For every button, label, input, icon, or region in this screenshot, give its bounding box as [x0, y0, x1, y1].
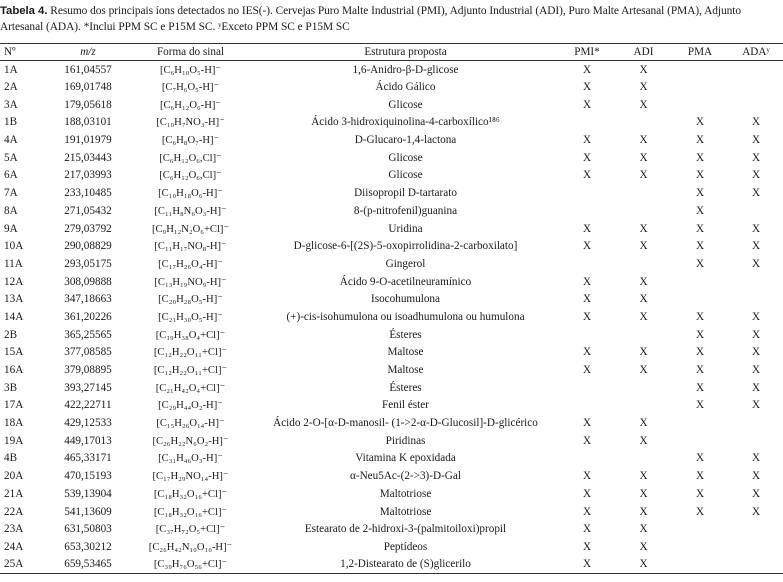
cell-proposed-structure: Ácido 9-O-acetilneuramínico [339, 275, 472, 288]
cell-pma: X [695, 116, 705, 129]
cell-pma: X [695, 134, 705, 147]
cell-pma: X [695, 399, 705, 412]
header-no: Nº [4, 46, 16, 58]
header-mz: m/z [80, 46, 96, 58]
cell-mz: 541,13609 [64, 505, 112, 518]
cell-pma: X [695, 381, 705, 394]
cell-pmi: X [582, 523, 592, 536]
table-row [0, 167, 783, 185]
header-adi: ADI [633, 46, 654, 58]
cell-mz: 539,13904 [64, 487, 112, 500]
cell-number: 2A [4, 81, 18, 94]
cell-ada: X [751, 364, 761, 377]
cell-signal-form: [C₂₉H₄₄O₂-H]⁻ [158, 400, 223, 412]
cell-mz: 217,03993 [64, 169, 112, 182]
cell-proposed-structure: Uridina [388, 222, 423, 235]
cell-pmi: X [582, 222, 592, 235]
cell-mz: 465,33171 [64, 452, 112, 465]
cell-number: 4B [4, 452, 18, 465]
caption-text: Resumo dos principais íons detectados no IES(-). Cervejas Puro Malte Industrial (PMI), Adjunto Industrial (ADI), Puro Malte Artesanal (PMA), Adjunto Artesanal (ADA). *Inclui PPM SC e P15M SC. ʸExceto PPM SC e P15M SC [0, 5, 742, 33]
cell-ada [729, 538, 783, 556]
cell-proposed-structure: 1,6-Anidro-β-D-glicose [352, 63, 459, 76]
cell-signal-form: [C₆H₁₂O₆-H]⁻ [160, 99, 221, 111]
cell-pma: X [695, 505, 705, 518]
cell-number: 11A [4, 257, 23, 270]
cell-number: 14A [4, 310, 24, 323]
cell-pma: X [695, 328, 705, 341]
cell-ada [729, 556, 783, 574]
table-row [0, 255, 783, 273]
cell-proposed-structure: Ácido Gálico [375, 81, 436, 94]
cell-pmi: X [582, 275, 592, 288]
cell-proposed-structure: Peptídeos [383, 540, 428, 553]
cell-signal-form: [C₁₇H₂₉NO₁₄-H]⁻ [152, 471, 229, 483]
cell-mz: 379,08895 [64, 364, 112, 377]
cell-adi: X [639, 505, 648, 518]
header-pmi: PMI* [574, 46, 600, 58]
cell-signal-form: [C₁₃H₁₉NO₉-H]⁻ [154, 276, 227, 288]
cell-number: 17A [4, 399, 24, 412]
cell-pma [671, 78, 729, 96]
cell-signal-form: [C₆H₁₀O₅-H]⁻ [160, 64, 221, 76]
cell-ada: X [751, 505, 761, 518]
cell-mz: 393,27145 [64, 381, 112, 394]
cell-number: 18A [4, 417, 24, 430]
cell-signal-form: [C₁₉H₃₈O₄+Cl]⁻ [155, 329, 226, 341]
cell-pma [671, 520, 729, 538]
cell-proposed-structure: D-Glucaro-1,4-lactona [354, 134, 457, 147]
cell-ada: X [751, 257, 761, 270]
cell-number: 3B [4, 381, 18, 394]
cell-pma: X [695, 169, 705, 182]
cell-proposed-structure: Maltose [387, 364, 424, 377]
cell-ada: X [751, 452, 761, 465]
cell-pmi [558, 184, 616, 202]
cell-ada: X [751, 310, 761, 323]
cell-mz: 429,12533 [64, 417, 112, 430]
cell-ada [729, 273, 783, 291]
table-row [0, 503, 783, 521]
cell-proposed-structure: Glicose [388, 151, 423, 164]
cell-pma: X [695, 204, 705, 217]
cell-proposed-structure: Maltotriose [379, 487, 432, 500]
cell-pmi: X [582, 151, 592, 164]
cell-ada: X [751, 487, 761, 500]
cell-mz: 279,03792 [64, 222, 112, 235]
cell-ada [729, 78, 783, 96]
cell-proposed-structure: Glicose [388, 98, 423, 111]
table-row [0, 467, 783, 485]
cell-mz: 191,01979 [64, 134, 112, 147]
cell-number: 9A [4, 222, 18, 235]
cell-pma [671, 290, 729, 308]
cell-signal-form: [C₁₀H₇NO₃-H]⁻ [156, 117, 225, 129]
cell-mz: 215,03443 [64, 151, 112, 164]
cell-ada: X [751, 187, 761, 200]
table-row [0, 450, 783, 468]
cell-pma [671, 273, 729, 291]
table-row [0, 414, 783, 432]
cell-pmi: X [582, 558, 592, 571]
cell-pmi: X [582, 470, 592, 483]
cell-mz: 271,05432 [64, 204, 112, 217]
cell-number: 20A [4, 470, 24, 483]
cell-signal-form: [C₆H₁₂O₆,Cl]⁻ [159, 152, 222, 164]
table-row [0, 237, 783, 255]
cell-signal-form: [C₁₁H₈N₆O₃-H]⁻ [154, 205, 227, 217]
cell-signal-form: [C₁₂H₂₂O₁₁+Cl]⁻ [153, 365, 228, 377]
cell-number: 7A [4, 187, 18, 200]
cell-adi: X [639, 222, 648, 235]
cell-pma: X [695, 346, 705, 359]
cell-pmi: X [582, 505, 592, 518]
cell-mz: 361,20226 [64, 310, 112, 323]
table-row [0, 379, 783, 397]
cell-adi: X [639, 81, 648, 94]
cell-mz: 653,30212 [64, 540, 112, 553]
cell-number: 15A [4, 346, 24, 359]
cell-adi: X [639, 151, 648, 164]
cell-proposed-structure: Diisopropil D-tartarato [354, 187, 457, 200]
cell-ada [729, 290, 783, 308]
cell-mz: 470,15193 [64, 470, 112, 483]
table-row [0, 432, 783, 450]
table-row [0, 397, 783, 415]
header-pma: PMA [687, 46, 713, 58]
cell-pmi: X [582, 169, 592, 182]
cell-adi: X [639, 487, 648, 500]
cell-proposed-structure: Estearato de 2-hidroxi-3-(palmitoiloxi)propil [304, 523, 507, 536]
cell-adi: X [639, 470, 648, 483]
cell-ada: X [751, 116, 761, 129]
table-body [0, 61, 783, 574]
cell-pmi: X [582, 540, 592, 553]
cell-ada: X [751, 399, 761, 412]
cell-adi: X [639, 346, 648, 359]
cell-adi: X [639, 523, 648, 536]
header-row [0, 44, 783, 61]
cell-signal-form: [C₁₈H₃₂O₁₆+Cl]⁻ [153, 506, 228, 518]
cell-proposed-structure: Maltose [387, 346, 424, 359]
cell-adi [616, 326, 671, 344]
cell-signal-form: [C₂₆H₂₂N₆O₂-H]⁻ [152, 435, 229, 447]
table-row [0, 290, 783, 308]
cell-number: 13A [4, 293, 24, 306]
cell-pma [671, 538, 729, 556]
cell-adi: X [639, 169, 648, 182]
cell-proposed-structure: 1,2-Distearato de (S)glicerilo [340, 558, 471, 571]
cell-proposed-structure: Piridinas [385, 434, 426, 447]
cell-pma: X [695, 470, 705, 483]
cell-number: 22A [4, 505, 24, 518]
cell-mz: 161,04557 [64, 63, 112, 76]
table-row [0, 96, 783, 114]
cell-mz: 179,05618 [64, 98, 112, 111]
cell-ada [729, 432, 783, 450]
table-header [0, 44, 783, 61]
table-row [0, 184, 783, 202]
cell-adi [616, 255, 671, 273]
cell-mz: 290,08829 [64, 240, 112, 253]
cell-mz: 365,25565 [64, 328, 112, 341]
cell-pma: X [695, 310, 705, 323]
cell-adi: X [639, 434, 648, 447]
header-signal-form: Forma do sinal [156, 46, 225, 58]
cell-pmi: X [582, 346, 592, 359]
cell-signal-form: [C₂₁H₃₀O₅-H]⁻ [158, 311, 223, 323]
table-row [0, 520, 783, 538]
cell-pmi: X [582, 310, 592, 323]
cell-signal-form: [C₁₇H₂₆O₄-H]⁻ [158, 258, 223, 270]
cell-signal-form: [C₇H₆O₅-H]⁻ [161, 82, 220, 94]
table-row [0, 114, 783, 132]
cell-proposed-structure: α-Neu5Ac-(2->3)-D-Gal [350, 470, 461, 483]
cell-adi: X [639, 310, 648, 323]
cell-number: 1B [4, 116, 18, 129]
table-row [0, 78, 783, 96]
cell-number: 3A [4, 98, 18, 111]
table-row [0, 485, 783, 503]
table-row [0, 344, 783, 362]
cell-signal-form: [C₁₈H₃₂O₁₆+Cl]⁻ [153, 488, 228, 500]
table-row [0, 61, 783, 79]
cell-ada: X [751, 470, 761, 483]
cell-ada [729, 520, 783, 538]
caption-label: Tabela 4. [0, 5, 48, 17]
cell-pmi: X [582, 240, 592, 253]
cell-pma: X [695, 257, 705, 270]
cell-ada: X [751, 328, 761, 341]
cell-pma: X [695, 187, 705, 200]
table-caption [0, 3, 780, 35]
cell-signal-form: [C₃₁H₄₆O₃-H]⁻ [158, 453, 223, 465]
cell-ada: X [751, 134, 761, 147]
cell-pma: X [695, 452, 705, 465]
cell-adi: X [639, 275, 648, 288]
cell-number: 25A [4, 558, 24, 571]
cell-mz: 169,01748 [64, 81, 112, 94]
cell-adi [616, 184, 671, 202]
cell-pmi [558, 397, 616, 415]
cell-signal-form: [C₂₆H₄₂N₁₀O₁₀-H]⁻ [148, 541, 233, 553]
table-row [0, 361, 783, 379]
table-row [0, 149, 783, 167]
cell-number: 19A [4, 434, 24, 447]
cell-signal-form: [C₃₇H₇₂O₅+Cl]⁻ [155, 524, 226, 536]
cell-pmi [558, 450, 616, 468]
cell-pma: X [695, 222, 705, 235]
cell-ada: X [751, 151, 761, 164]
cell-pma: X [695, 364, 705, 377]
cell-adi: X [639, 98, 648, 111]
cell-adi: X [639, 293, 648, 306]
cell-pma [671, 61, 729, 79]
cell-signal-form: [C₂₀H₂₈O₅-H]⁻ [158, 294, 223, 306]
cell-pmi: X [582, 81, 592, 94]
ions-table [0, 43, 783, 574]
cell-mz: 308,09888 [64, 275, 112, 288]
cell-pma [671, 556, 729, 574]
table-row [0, 308, 783, 326]
cell-mz: 659,53465 [64, 558, 112, 571]
cell-pmi: X [582, 63, 592, 76]
cell-mz: 233,10485 [64, 187, 112, 200]
cell-pmi [558, 326, 616, 344]
cell-pmi: X [582, 487, 592, 500]
cell-adi: X [639, 417, 648, 430]
cell-ada: X [751, 169, 761, 182]
cell-pma [671, 432, 729, 450]
cell-number: 24A [4, 540, 24, 553]
cell-signal-form: [C₂₁H₄₂O₄+Cl]⁻ [155, 382, 226, 394]
cell-signal-form: [C₁₀H₁₈O₆-H]⁻ [158, 188, 223, 200]
cell-adi [616, 379, 671, 397]
cell-proposed-structure: Ésteres [389, 328, 422, 341]
cell-adi: X [639, 540, 648, 553]
cell-pmi: X [582, 434, 592, 447]
cell-mz: 347,18663 [64, 293, 112, 306]
cell-pmi [558, 202, 616, 220]
cell-adi [616, 114, 671, 132]
cell-mz: 188,03101 [64, 116, 112, 129]
cell-signal-form: [C₁₅H₂₆O₁₄-H]⁻ [156, 418, 225, 430]
cell-signal-form: [C₁₁H₁₇NO₈-H]⁻ [154, 241, 227, 253]
table-row [0, 273, 783, 291]
cell-pmi: X [582, 293, 592, 306]
cell-adi: X [639, 364, 648, 377]
cell-ada: X [751, 346, 761, 359]
cell-pma [671, 96, 729, 114]
cell-pma: X [695, 240, 705, 253]
cell-signal-form: [C₉H₁₂N₂O₆+Cl]⁻ [151, 223, 230, 235]
cell-signal-form: [C₁₂H₂₂O₁₁+Cl]⁻ [153, 347, 228, 359]
cell-ada: X [751, 222, 761, 235]
table-row [0, 326, 783, 344]
cell-ada [729, 96, 783, 114]
cell-pmi: X [582, 364, 592, 377]
cell-proposed-structure: Fenil éster [382, 399, 429, 412]
cell-mz: 631,50803 [64, 523, 112, 536]
cell-proposed-structure: 8-(p-nitrofenil)guanina [353, 204, 458, 217]
cell-number: 6A [4, 169, 18, 182]
cell-adi [616, 202, 671, 220]
cell-pma: X [695, 487, 705, 500]
cell-pma [671, 414, 729, 432]
cell-proposed-structure: Ácido 2-O-[α-D-manosil- (1->2-α-D-Glucosil]-D-glicérico [273, 417, 538, 430]
table-row [0, 202, 783, 220]
table-row [0, 131, 783, 149]
cell-number: 21A [4, 487, 24, 500]
cell-ada [729, 414, 783, 432]
cell-proposed-structure: Vitamina K epoxidada [355, 452, 456, 465]
cell-number: 10A [4, 240, 24, 253]
cell-number: 16A [4, 364, 24, 377]
table-row [0, 538, 783, 556]
cell-pmi: X [582, 98, 592, 111]
cell-adi: X [639, 240, 648, 253]
cell-mz: 422,22711 [64, 399, 112, 412]
cell-number: 2B [4, 328, 18, 341]
cell-signal-form: [C₆H₁₂O₆,Cl]⁻ [159, 170, 222, 182]
cell-number: 23A [4, 523, 24, 536]
cell-pma: X [695, 151, 705, 164]
cell-pmi [558, 379, 616, 397]
cell-mz: 377,08585 [64, 346, 112, 359]
cell-proposed-structure: Gingerol [385, 257, 426, 270]
header-proposed-structure: Estrutura proposta [364, 46, 447, 58]
header-ada: ADAʸ [742, 46, 770, 58]
cell-number: 1A [4, 63, 18, 76]
cell-number: 12A [4, 275, 24, 288]
cell-adi: X [639, 134, 648, 147]
cell-number: 8A [4, 204, 18, 217]
cell-number: 5A [4, 151, 18, 164]
cell-number: 4A [4, 134, 18, 147]
cell-ada [729, 61, 783, 79]
cell-signal-form: [C₃₉H₇₆O₅₆+Cl]⁻ [153, 559, 228, 571]
cell-adi [616, 450, 671, 468]
cell-pmi: X [582, 134, 592, 147]
table-row [0, 220, 783, 238]
table-row [0, 556, 783, 574]
cell-proposed-structure: D-glicose-6-[(2S)-5-oxopirrolidina-2-carboxilato] [293, 240, 518, 253]
cell-pmi [558, 114, 616, 132]
cell-proposed-structure: (+)-cis-isohumulona ou isoadhumulona ou humulona [286, 310, 525, 323]
cell-signal-form: [C₆H₈O₇-H]⁻ [161, 135, 220, 147]
cell-proposed-structure: Isocohumulona [371, 293, 440, 306]
cell-adi: X [639, 558, 648, 571]
cell-proposed-structure: Ácido 3-hidroxiquinolina-4-carboxílico¹⁸⁶ [311, 116, 500, 129]
cell-mz: 449,17013 [64, 434, 112, 447]
cell-pmi [558, 255, 616, 273]
cell-pmi: X [582, 417, 592, 430]
cell-mz: 293,05175 [64, 257, 112, 270]
cell-ada: X [751, 381, 761, 394]
cell-proposed-structure: Maltotriose [379, 505, 432, 518]
cell-ada [729, 202, 783, 220]
cell-proposed-structure: Glicose [388, 169, 423, 182]
cell-ada: X [751, 240, 761, 253]
cell-proposed-structure: Ésteres [389, 381, 422, 394]
cell-adi [616, 397, 671, 415]
cell-adi: X [639, 63, 648, 76]
